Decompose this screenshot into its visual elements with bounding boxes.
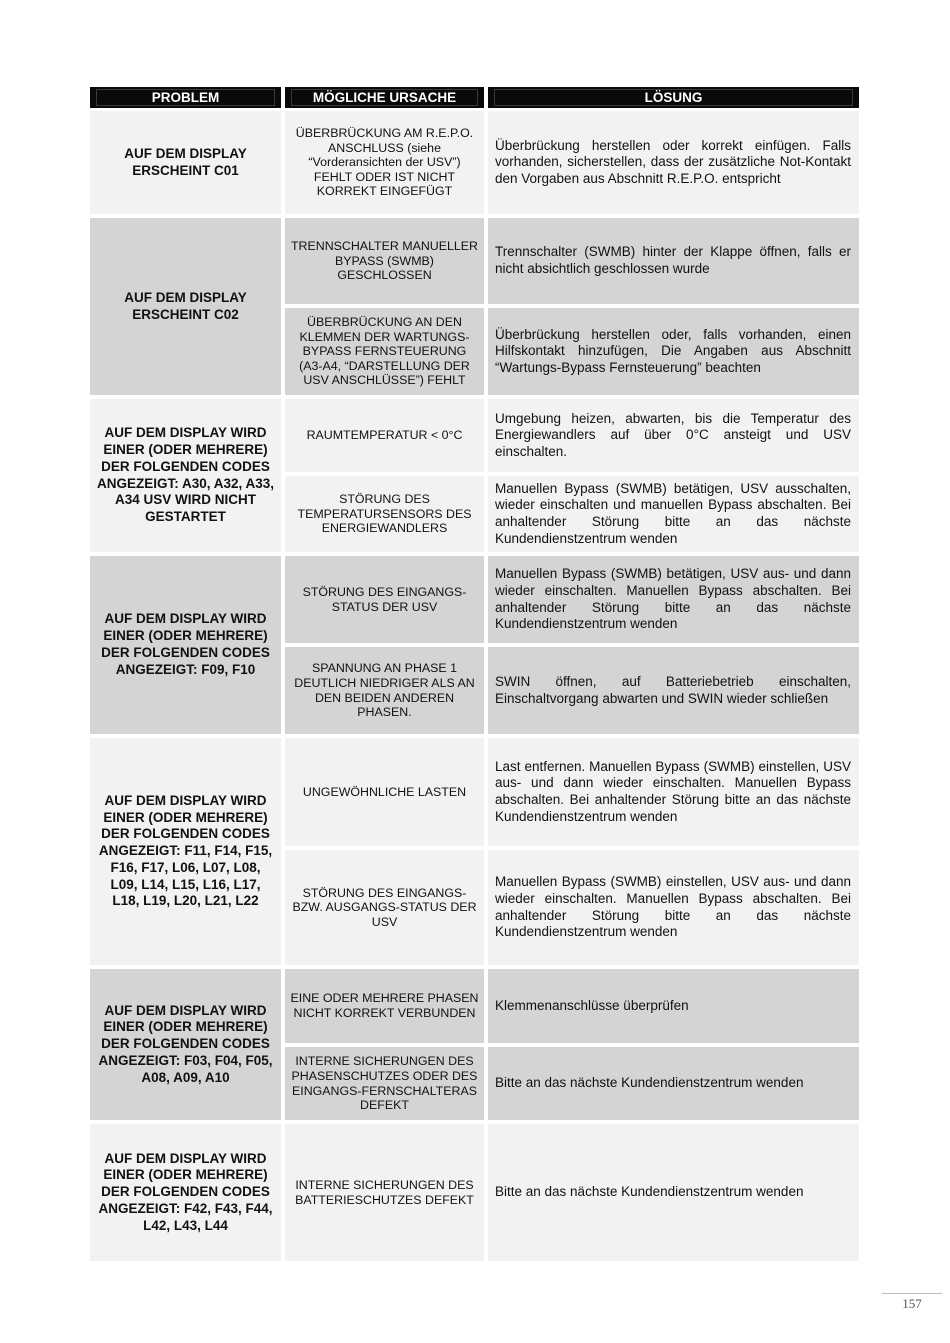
cause-cell: INTERNE SICHERUNGEN DES BATTERIESCHUTZES DEFEKT — [285, 1124, 484, 1261]
page-number: 157 — [902, 1296, 922, 1311]
solution-cell: Manuellen Bypass (SWMB) einstellen, USV aus- und dann wieder einschalten. Manuellen Bypass abschalten. Bei anhaltender Störung bitte an das nächste Kundendienstzentrum wenden — [488, 850, 859, 965]
solution-cell: Klemmenanschlüsse überprüfen — [488, 969, 859, 1043]
cause-cell: INTERNE SICHERUNGEN DES PHASENSCHUTZES ODER DES EINGANGS-FERNSCHALTERAS DEFEKT — [285, 1047, 484, 1120]
solution-cell: Bitte an das nächste Kundendienstzentrum wenden — [488, 1124, 859, 1261]
cause-cell: STÖRUNG DES EINGANGS- BZW. AUSGANGS-STATUS DER USV — [285, 850, 484, 965]
problem-cell-a30: AUF DEM DISPLAY WIRD EINER (ODER MEHRERE) DER FOLGENDEN CODES ANGEZEIGT: A30, A32, A33, A34 USV WIRD NICHT GESTARTET — [90, 399, 281, 552]
cause-cell: RAUMTEMPERATUR < 0°C — [285, 399, 484, 472]
problem-cell-c02: AUF DEM DISPLAY ERSCHEINT C02 — [90, 218, 281, 395]
problem-cell-f11: AUF DEM DISPLAY WIRD EINER (ODER MEHRERE) DER FOLGENDEN CODES ANGEZEIGT: F11, F14, F15, F16, F17, L06, L07, L08, L09, L14, L15, L16, L17, L18, L19, L20, L21, L22 — [90, 738, 281, 965]
solution-cell: Bitte an das nächste Kundendienstzentrum wenden — [488, 1047, 859, 1120]
solution-cell: Umgebung heizen, abwarten, bis die Temperatur des Energiewandlers auf über 0°C ansteigt und USV einschalten. — [488, 399, 859, 472]
solution-cell: Überbrückung herstellen oder korrekt einfügen. Falls vorhanden, sicherstellen, dass der zusätzliche Not-Kontakt den Vorgaben aus Abschnitt R.E.P.O. entspricht — [488, 111, 859, 214]
cause-cell: STÖRUNG DES TEMPERATURSENSORS DES ENERGIEWANDLERS — [285, 476, 484, 552]
solution-cell: SWIN öffnen, auf Batteriebetrieb einschalten, Einschaltvorgang abwarten und SWIN wieder schließen — [488, 647, 859, 734]
cause-cell: EINE ODER MEHRERE PHASEN NICHT KORREKT VERBUNDEN — [285, 969, 484, 1043]
cause-cell: STÖRUNG DES EINGANGS-STATUS DER USV — [285, 556, 484, 643]
solution-cell: Manuellen Bypass (SWMB) betätigen, USV aus- und dann wieder einschalten. Manuellen Bypass abschalten. Bei anhaltender Störung bitte an das nächste Kundendienstzentrum wenden — [488, 556, 859, 643]
cause-cell: UNGEWÖHNLICHE LASTEN — [285, 738, 484, 846]
problem-cell-f09: AUF DEM DISPLAY WIRD EINER (ODER MEHRERE) DER FOLGENDEN CODES ANGEZEIGT: F09, F10 — [90, 556, 281, 734]
problem-cell-f42: AUF DEM DISPLAY WIRD EINER (ODER MEHRERE) DER FOLGENDEN CODES ANGEZEIGT: F42, F43, F44, L42, L43, L44 — [90, 1124, 281, 1261]
problem-cell-f03: AUF DEM DISPLAY WIRD EINER (ODER MEHRERE) DER FOLGENDEN CODES ANGEZEIGT: F03, F04, F05, A08, A09, A10 — [90, 969, 281, 1120]
header-problem: PROBLEM — [90, 87, 281, 108]
page-number-rule — [882, 1293, 942, 1294]
cause-cell: SPANNUNG AN PHASE 1 DEUTLICH NIEDRIGER ALS AN DEN BEIDEN ANDEREN PHASEN. — [285, 647, 484, 734]
problem-cell-c01: AUF DEM DISPLAY ERSCHEINT C01 — [90, 111, 281, 214]
solution-cell: Trennschalter (SWMB) hinter der Klappe öffnen, falls er nicht absichtlich geschlossen wurde — [488, 218, 859, 304]
cause-cell: ÜBERBRÜCKUNG AM R.E.P.O. ANSCHLUSS (siehe “Vorderansichten der USV”) FEHLT ODER IST NICHT KORREKT EINGEFÜGT — [285, 111, 484, 214]
solution-cell: Überbrückung herstellen oder, falls vorhanden, einen Hilfskontakt hinzufügen, Die Angaben aus Abschnitt “Wartungs-Bypass Fernsteuerung” beachten — [488, 308, 859, 395]
cause-cell: TRENNSCHALTER MANUELLER BYPASS (SWMB) GESCHLOSSEN — [285, 218, 484, 304]
header-solution: LÖSUNG — [488, 87, 859, 108]
cause-cell: ÜBERBRÜCKUNG AN DEN KLEMMEN DER WARTUNGS-BYPASS FERNSTEUERUNG (A3-A4, “DARSTELLUNG DER USV ANSCHLÜSSE”) FEHLT — [285, 308, 484, 395]
solution-cell: Last entfernen. Manuellen Bypass (SWMB) einstellen, USV aus- und dann wieder einschalten. Manuellen Bypass abschalten. Bei anhaltender Störung bitte an das nächste Kundendienstzentrum wenden — [488, 738, 859, 846]
solution-cell: Manuellen Bypass (SWMB) betätigen, USV ausschalten, wieder einschalten und manuellen Bypass abschalten. Bei anhaltender Störung bitte an das nächste Kundendienstzentrum wenden — [488, 476, 859, 552]
header-cause: MÖGLICHE URSACHE — [285, 87, 484, 108]
